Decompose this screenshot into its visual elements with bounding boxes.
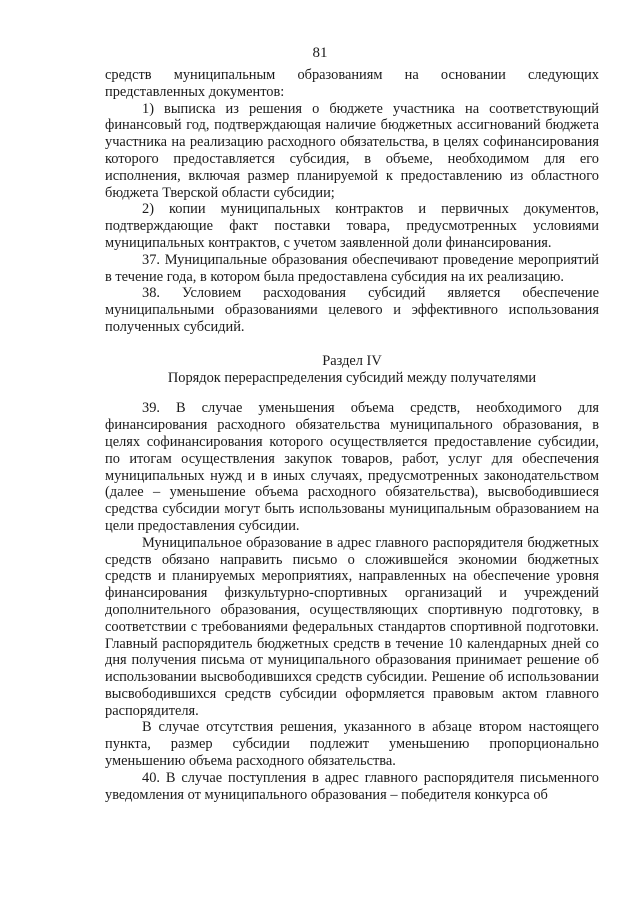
section-label: Раздел IV — [322, 352, 382, 369]
page-number: 81 — [312, 45, 328, 61]
paragraph-item-1: 1) выписка из решения о бюджете участника на соответствующий финансовый год, подтверждающая наличие бюджетных ассигнований бюджета участника на реализацию расходного обязательства, в целях софинансирования которого предоставляется субсидия, в объеме, необходимом для его исполнения, включая размер планируемой к предоставлению из областного бюджета Тверской области субсидии; — [105, 100, 599, 201]
paragraph-38: 38. Условием расходования субсидий является обеспечение муниципальными образованиями целевого и эффективного использования полученных субсидий. — [105, 285, 599, 335]
section-title: Порядок перераспределения субсидий между получателями — [167, 369, 537, 386]
paragraph-intro: средств муниципальным образованиям на основании следующих представленных документов: — [105, 67, 599, 100]
paragraph-39: 39. В случае уменьшения объема средств, необходимого для финансирования расходного обязательства муниципального образования, в целях софинансирования которого осуществляется предоставление субсидии, по итогам осуществления закупок товаров, работ, услуг для обеспечения муниципальных нужд и в иных случаях, предусмотренных законодательством (далее – уменьшение объема расходного обязательства), высвободившиеся средства субсидии могут быть использованы муниципальным образованием на цели предоставления субсидии. — [105, 400, 599, 534]
paragraph-item-2: 2) копии муниципальных контрактов и первичных документов, подтверждающие факт поставки товара, предусмотренных условиями муниципальных контрактов, с учетом заявленной доли финансирования. — [105, 201, 599, 251]
paragraph-40: 40. В случае поступления в адрес главного распорядителя письменного уведомления от муниципального образования – победителя конкурса об — [105, 769, 599, 803]
paragraph-37: 37. Муниципальные образования обеспечивают проведение мероприятий в течение года, в котором была предоставлена субсидия на их реализацию. — [105, 251, 599, 285]
document-body — [105, 67, 599, 803]
paragraph-39-second: Муниципальное образование в адрес главного распорядителя бюджетных средств обязано направить письмо о сложившейся экономии бюджетных средств и планируемых мероприятиях, направленных на обеспечение уровня финансирования физкультурно-спортивных организаций и учреждений дополнительного образования, осуществляющих спортивную подготовку, в соответствии с требованиями федеральных стандартов спортивной подготовки. Главный распорядитель бюджетных средств в течение 10 календарных дней со дня получения письма от муниципального образования принимает решение об использовании высвободившихся средств субсидии. Решение об использовании высвободившихся средств субсидии оформляется правовым актом главного распорядителя. — [105, 534, 599, 719]
paragraph-39-third: В случае отсутствия решения, указанного в абзаце втором настоящего пункта, размер субсидии подлежит уменьшению пропорционально уменьшению объема расходного обязательства. — [105, 719, 599, 770]
